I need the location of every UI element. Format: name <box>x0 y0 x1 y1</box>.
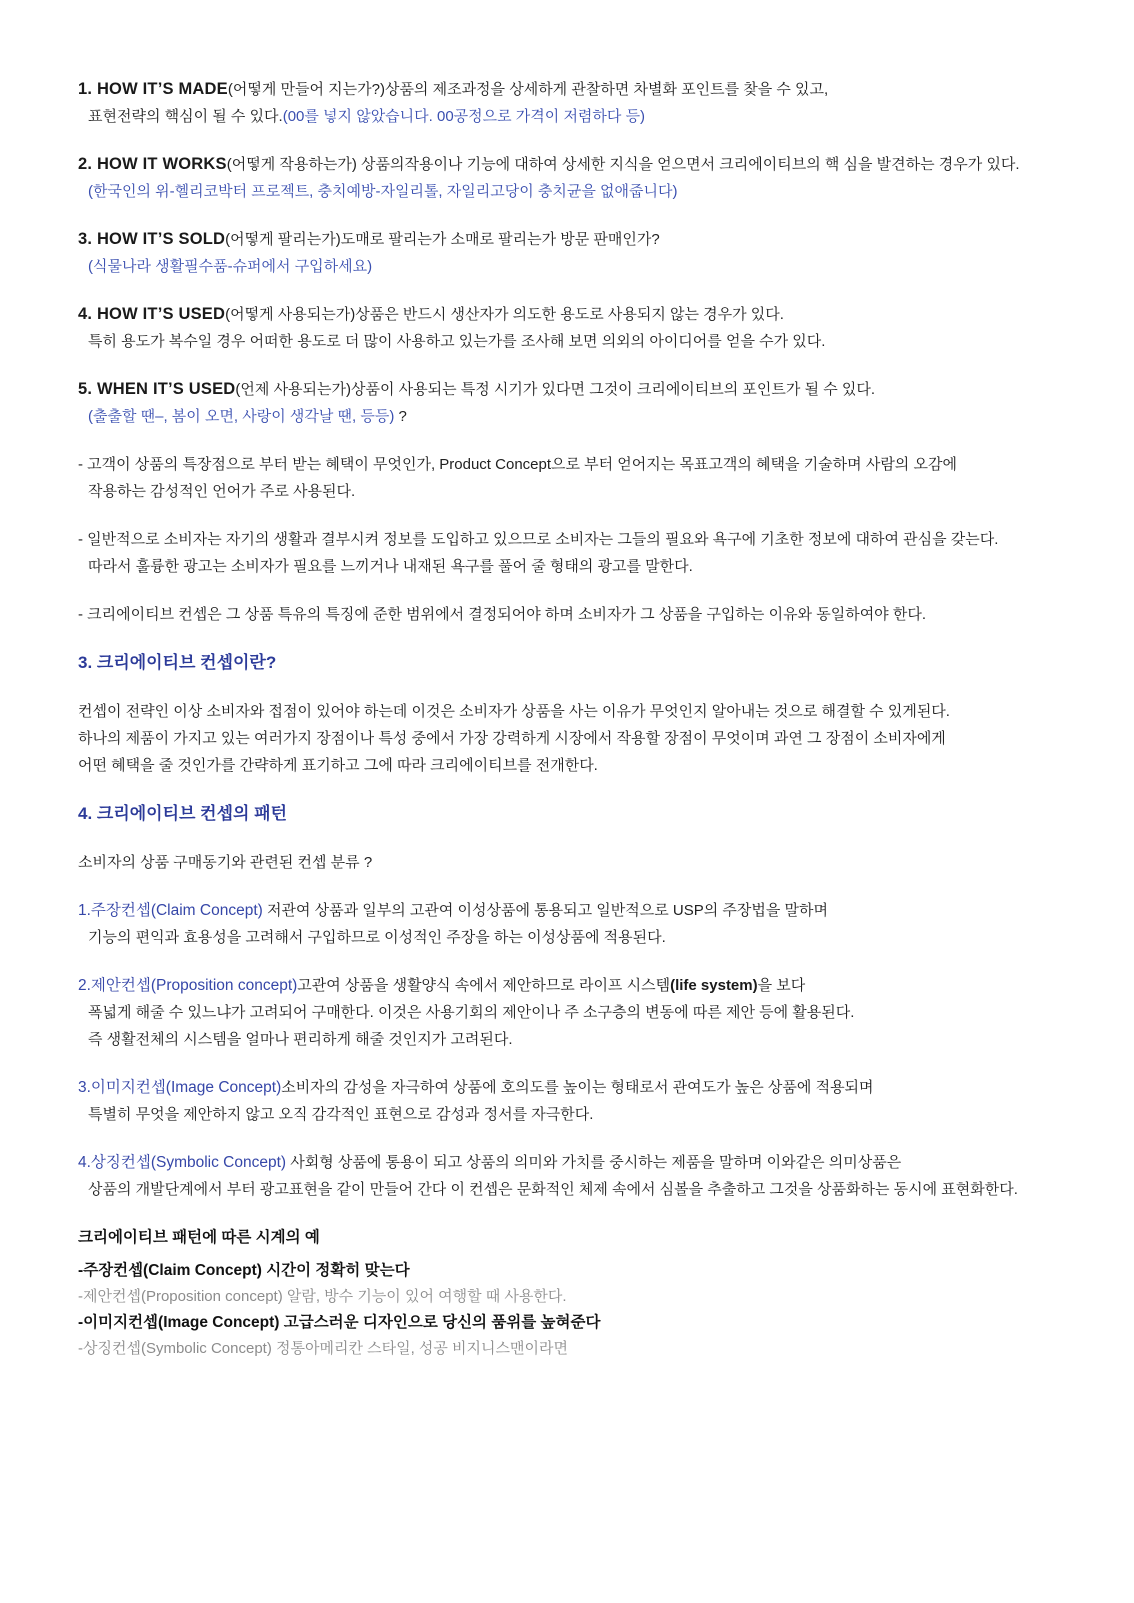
text-line <box>78 849 1130 876</box>
note-creative-concept-scope <box>78 601 1130 628</box>
text-segment: - 고객이 상품의 특장점으로 부터 받는 혜택이 무엇인가, Product Concept으로 부터 얻어지는 목표고객의 혜택을 기술하며 사람의 오감에 <box>78 456 957 473</box>
text-segment: 5. WHEN IT’S USED <box>78 380 236 398</box>
text-segment: 표현전략의 핵심이 될 수 있다. <box>88 108 283 125</box>
text-segment: 특히 용도가 복수일 경우 어떠한 용도로 더 많이 사용하고 있는가를 조사해 보면 의외의 아이디어를 얻을 수가 있다. <box>88 333 826 350</box>
text-line <box>78 972 1130 999</box>
text-segment: 작용하는 감성적인 언어가 주로 사용된다. <box>88 483 356 500</box>
text-segment: 4.상징컨셉(Symbolic Concept) <box>78 1154 287 1171</box>
item-proposition-concept <box>78 972 1130 1053</box>
para-concept-definition <box>78 698 1130 779</box>
text-segment: 2.제안컨셉(Proposition concept) <box>78 977 298 994</box>
text-segment: (어떻게 만들어 지는가?)상품의 제조과정을 상세하게 관찰하면 차별화 포인트를 찾을 수 있고, <box>227 81 829 98</box>
text-segment: 소비자의 감성을 자극하여 상품에 호의도를 높이는 형태로서 관여도가 높은 상품에 적용되며 <box>281 1079 874 1096</box>
text-line <box>78 178 1130 205</box>
text-segment: -이미지컨셉(Image Concept) 고급스러운 디자인으로 당신의 품위를 높혀준다 <box>78 1314 601 1331</box>
item-symbolic-concept <box>78 1149 1130 1203</box>
note-consumer-information <box>78 526 1130 580</box>
item-image-concept <box>78 1074 1130 1128</box>
note-product-concept <box>78 451 1130 505</box>
text-segment: (어떻게 작용하는가) 상품의작용이나 기능에 대하여 상세한 지식을 얻으면서 크리에이티브의 핵 심을 발견하는 경우가 있다. <box>226 156 1020 173</box>
heading-what-is-creative-concept <box>78 649 1130 677</box>
text-line <box>78 1074 1130 1101</box>
text-segment: 폭넓게 해줄 수 있느냐가 고려되어 구매한다. 이것은 사용기회의 제안이나 주 소구층의 변동에 따른 제안 등에 활용된다. <box>88 1004 855 1021</box>
text-line <box>78 1336 1130 1362</box>
text-segment: - 일반적으로 소비자는 자기의 생활과 결부시켜 정보를 도입하고 있으므로 소비자는 그들의 필요와 욕구에 기초한 정보에 대하여 관심을 갖는다. <box>78 531 999 548</box>
text-segment: 하나의 제품이 가지고 있는 여러가지 장점이나 특성 중에서 가장 강력하게 시장에서 작용할 장점이 무엇이며 과연 그 장점이 소비자에게 <box>78 730 946 747</box>
text-line <box>78 553 1130 580</box>
text-segment: 저관여 상품과 일부의 고관여 이성상품에 통용되고 일반적으로 USP의 주장법을 말하며 <box>262 902 828 919</box>
text-segment: 컨셉이 전략인 이상 소비자와 접점이 있어야 하는데 이것은 소비자가 상품을 사는 이유가 무엇인지 알아내는 것으로 해결할 수 있게된다. <box>78 703 950 720</box>
text-line <box>78 1149 1130 1176</box>
text-line <box>78 76 1130 103</box>
text-segment: ? <box>394 408 407 425</box>
text-line <box>78 698 1130 725</box>
text-segment: (식물나라 생활필수품-슈퍼에서 구입하세요) <box>88 258 373 275</box>
text-segment: 1. HOW IT’S MADE <box>78 80 228 98</box>
text-line <box>78 897 1130 924</box>
item-how-its-sold <box>78 226 1130 280</box>
text-line <box>78 526 1130 553</box>
text-line <box>78 301 1130 328</box>
text-line <box>78 1176 1130 1203</box>
text-line <box>78 328 1130 355</box>
text-line <box>78 103 1130 130</box>
item-when-its-used <box>78 376 1130 430</box>
text-segment: (출출할 땐–, 봄이 오면, 사랑이 생각날 땐, 등등) <box>88 408 395 425</box>
text-line <box>78 451 1130 478</box>
text-segment: 고관여 상품을 생활양식 속에서 제안하므로 라이프 시스템 <box>297 977 671 994</box>
text-segment: 소비자의 상품 구매동기와 관련된 컨셉 분류 ? <box>78 854 373 871</box>
text-line <box>78 1101 1130 1128</box>
text-line <box>78 1026 1130 1053</box>
text-segment: 2. HOW IT WORKS <box>78 155 227 173</box>
text-segment: 3. 크리에이티브 컨셉이란? <box>78 653 277 672</box>
text-segment: (언제 사용되는가)상품이 사용되는 특정 시기가 있다면 그것이 크리에이티브의 포인트가 될 수 있다. <box>235 381 876 398</box>
text-line <box>78 226 1130 253</box>
text-segment: 따라서 훌륭한 광고는 소비자가 필요를 느끼거나 내재된 욕구를 풀어 줄 형태의 광고를 말한다. <box>88 558 693 575</box>
item-how-its-used <box>78 301 1130 355</box>
text-segment: - 크리에이티브 컨셉은 그 상품 특유의 특징에 준한 범위에서 결정되어야 하며 소비자가 그 상품을 구입하는 이유와 동일하여야 한다. <box>78 606 926 623</box>
text-segment: 4. HOW IT’S USED <box>78 305 226 323</box>
text-segment: 상품의 개발단계에서 부터 광고표현을 같이 만들어 간다 이 컨셉은 문화적인 체제 속에서 심볼을 추출하고 그것을 상품화하는 동시에 표현화한다. <box>88 1181 1018 1198</box>
text-segment: 즉 생활전체의 시스템을 얼마나 편리하게 해줄 것인지가 고려된다. <box>88 1031 513 1048</box>
text-line <box>78 649 1130 677</box>
text-segment: 을 보다 <box>757 977 806 994</box>
para-concept-classification-question <box>78 849 1130 876</box>
text-segment: 4. 크리에이티브 컨셉의 패턴 <box>78 804 287 823</box>
text-segment: (어떻게 팔리는가)도매로 팔리는가 소매로 팔리는가 방문 판매인가? <box>225 231 660 248</box>
text-segment: -주장컨셉(Claim Concept) 시간이 정확히 맞는다 <box>78 1262 410 1279</box>
text-line <box>78 376 1130 403</box>
text-segment: 어떤 혜택을 줄 것인가를 간략하게 표기하고 그에 따라 크리에이티브를 전개한다. <box>78 757 598 774</box>
text-line <box>78 999 1130 1026</box>
text-segment: -제안컨셉(Proposition concept) 알람, 방수 기능이 있어 여행할 때 사용한다. <box>78 1288 567 1305</box>
text-segment: -상징컨셉(Symbolic Concept) 정통아메리칸 스타일, 성공 비지니스맨이라면 <box>78 1340 568 1357</box>
list-watch-examples <box>78 1258 1130 1362</box>
text-line <box>78 478 1130 505</box>
item-claim-concept <box>78 897 1130 951</box>
text-segment: 1.주장컨셉(Claim Concept) <box>78 902 263 919</box>
text-segment: 사회형 상품에 통용이 되고 상품의 의미와 가치를 중시하는 제품을 말하며 이와같은 의미상품은 <box>286 1154 902 1171</box>
text-line <box>78 1284 1130 1310</box>
item-how-its-made <box>78 76 1130 130</box>
text-segment: 특별히 무엇을 제안하지 않고 오직 감각적인 표현으로 감성과 정서를 자극한다. <box>88 1106 594 1123</box>
text-line <box>78 253 1130 280</box>
text-line <box>78 1258 1130 1284</box>
text-segment: 3.이미지컨셉(Image Concept) <box>78 1079 282 1096</box>
text-line <box>78 924 1130 951</box>
heading-creative-concept-patterns <box>78 800 1130 828</box>
text-segment: (00를 넣지 않았습니다. 00공정으로 가격이 저렴하다 등) <box>282 108 646 125</box>
text-line <box>78 1310 1130 1336</box>
text-line <box>78 800 1130 828</box>
text-line <box>78 752 1130 779</box>
text-line <box>78 725 1130 752</box>
text-segment: 3. HOW IT’S SOLD <box>78 230 226 248</box>
item-how-it-works <box>78 151 1130 205</box>
text-line <box>78 151 1130 178</box>
title-watch-examples <box>78 1224 1130 1251</box>
text-segment: (어떻게 사용되는가)상품은 반드시 생산자가 의도한 용도로 사용되지 않는 경우가 있다. <box>225 306 784 323</box>
text-line <box>78 601 1130 628</box>
text-line <box>78 1224 1130 1251</box>
text-segment: 크리에이티브 패턴에 따른 시계의 예 <box>78 1229 320 1246</box>
text-segment: 기능의 편익과 효용성을 고려해서 구입하므로 이성적인 주장을 하는 이성상품에 적용된다. <box>88 929 666 946</box>
text-segment: (life system) <box>670 977 758 994</box>
text-line <box>78 403 1130 430</box>
text-segment: (한국인의 위-헬리코박터 프로젝트, 충치예방-자일리톨, 자일리고당이 충치균을 없애줍니다) <box>88 183 678 200</box>
